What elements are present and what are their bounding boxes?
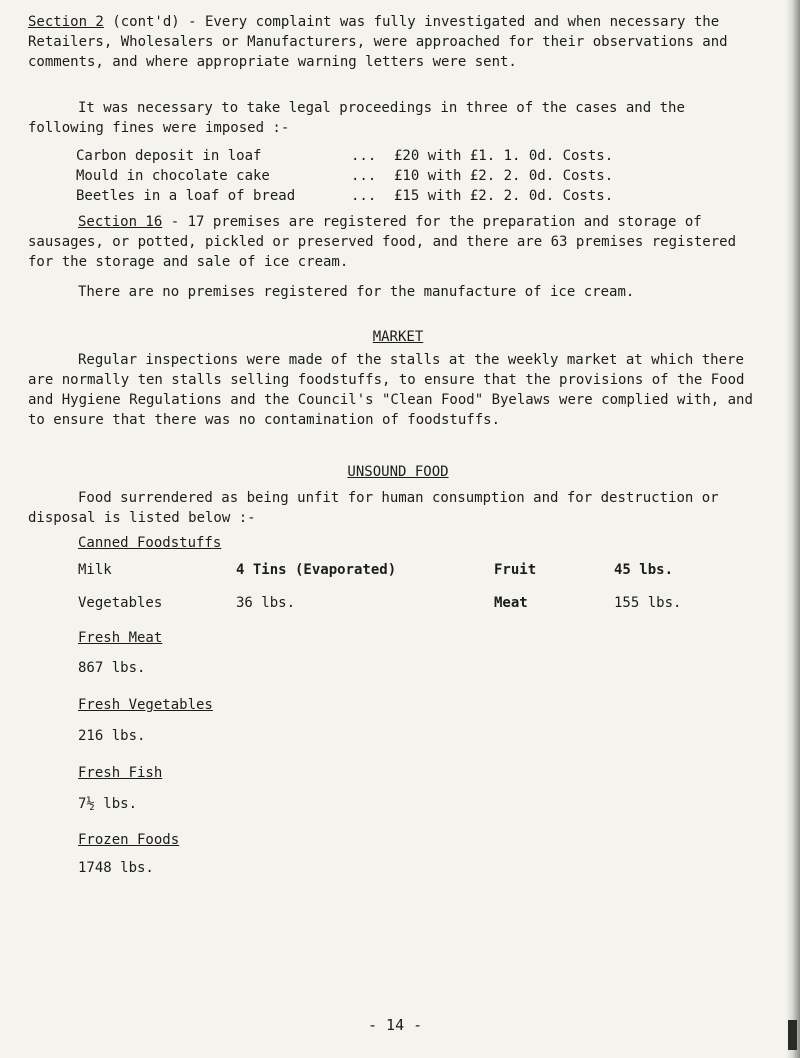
fine-amount: £15 with £2. 2. 0d. Costs.: [394, 188, 614, 204]
market-paragraph: [28, 350, 768, 430]
unsound-food-text: Food surrendered as being unfit for human consumption and for destruction or disposal is listed below :-: [28, 490, 728, 526]
section-16-paragraph: [28, 212, 768, 272]
unsound-paragraph: [28, 488, 768, 528]
fine-dots: ...: [351, 148, 377, 164]
canned-item-value: 45 lbs.: [614, 562, 674, 578]
fine-item: Beetles in a loaf of bread: [76, 188, 296, 204]
fine-amount: £10 with £2. 2. 0d. Costs.: [394, 168, 614, 184]
canned-item-value: 36 lbs.: [236, 595, 296, 611]
fresh-vegetables-heading: Fresh Vegetables: [78, 697, 213, 713]
fine-item: Mould in chocolate cake: [76, 168, 270, 184]
canned-item-label: Meat: [494, 595, 528, 611]
market-heading: MARKET: [372, 329, 424, 345]
ice-cream-text: There are no premises registered for the manufacture of ice cream.: [78, 284, 635, 300]
page-edge-mark: [788, 1020, 797, 1050]
frozen-foods-value: 1748 lbs.: [78, 860, 154, 876]
unsound-food-heading: UNSOUND FOOD: [347, 464, 449, 480]
fresh-fish-heading: Fresh Fish: [78, 765, 163, 781]
fine-amount: £20 with £1. 1. 0d. Costs.: [394, 148, 614, 164]
section-2-paragraph: [28, 12, 768, 72]
section-2-text: (cont'd) - Every complaint was fully investigated and when necessary the Retailers, Wholesalers or Manufacturers, were approached for their observations and comments, and where appropriate warning letters were sent.: [28, 14, 737, 70]
page-edge-shadow: [786, 0, 800, 1058]
unsound-heading-block: [28, 462, 768, 482]
fine-dots: ...: [351, 168, 377, 184]
canned-item-value: 155 lbs.: [614, 595, 682, 611]
section-16-label: Section 16: [78, 214, 163, 230]
fresh-meat-value: 867 lbs.: [78, 660, 146, 676]
canned-foodstuffs-heading: Canned Foodstuffs: [78, 535, 222, 551]
fresh-vegetables-value: 216 lbs.: [78, 728, 146, 744]
fine-dots: ...: [351, 188, 377, 204]
market-heading-block: [28, 327, 768, 347]
ice-cream-paragraph: [28, 282, 768, 302]
canned-item-label: Vegetables: [78, 595, 163, 611]
proceedings-paragraph: [28, 98, 768, 138]
canned-item-label: Fruit: [494, 562, 537, 578]
frozen-foods-heading: Frozen Foods: [78, 832, 180, 848]
proceedings-text: It was necessary to take legal proceedings in three of the cases and the following fines were imposed :-: [28, 100, 694, 136]
page-number: - 14 -: [368, 1016, 423, 1034]
fresh-fish-value: 7½ lbs.: [78, 796, 138, 812]
market-text: Regular inspections were made of the stalls at the weekly market at which there are normally ten stalls selling foodstuffs, to ensure that the provisions of the Food and Hygiene Regulations and the Council's "Clean Food" Byelaws were complied with, and to ensure that there was no contamination of foodstuffs.: [28, 352, 762, 428]
fine-item: Carbon deposit in loaf: [76, 148, 262, 164]
section-16-text: - 17 premises are registered for the preparation and storage of sausages, or potted, pickled or preserved food, and there are 63 premises registered for the storage and sale of ice cream.: [28, 214, 745, 270]
fresh-meat-heading: Fresh Meat: [78, 630, 163, 646]
section-2-label: Section 2: [28, 14, 104, 30]
canned-item-value: 4 Tins (Evaporated): [236, 562, 397, 578]
canned-item-label: Milk: [78, 562, 112, 578]
